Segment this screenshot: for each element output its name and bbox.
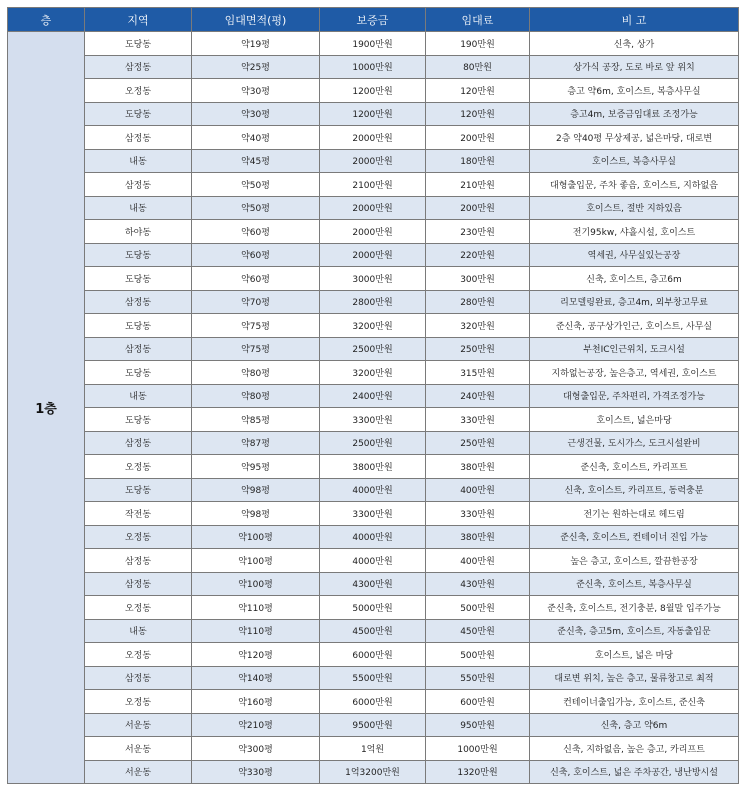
rent-cell: 80만원 [426,55,530,79]
rent-cell: 380만원 [426,455,530,479]
deposit-cell: 2100만원 [320,173,426,197]
area-cell: 약110평 [192,619,320,643]
rent-cell: 280만원 [426,290,530,314]
table-row [8,173,739,197]
deposit-cell: 2500만원 [320,431,426,455]
rent-cell: 240만원 [426,384,530,408]
remarks-cell: 준신축, 호이스트, 컨테이너 진입 가능 [530,525,739,549]
table-row [8,196,739,220]
area-cell: 약100평 [192,572,320,596]
deposit-cell: 3300만원 [320,408,426,432]
remarks-cell: 높은 층고, 호이스트, 깔끔한공장 [530,549,739,573]
region-cell: 서운동 [85,760,192,784]
remarks-cell: 신축, 상가 [530,32,739,56]
region-cell: 삼정동 [85,549,192,573]
table-row [8,126,739,150]
region-cell: 삼정동 [85,126,192,150]
table-row [8,525,739,549]
table-row [8,455,739,479]
area-cell: 약160평 [192,690,320,714]
deposit-cell: 5000만원 [320,596,426,620]
table-row [8,55,739,79]
header-row [8,8,739,32]
remarks-cell: 준신축, 호이스트, 복층사무실 [530,572,739,596]
header-remarks: 비 고 [530,8,739,32]
region-cell: 오정동 [85,690,192,714]
deposit-cell: 4300만원 [320,572,426,596]
region-cell: 내동 [85,619,192,643]
region-cell: 삼정동 [85,290,192,314]
region-cell: 도당동 [85,102,192,126]
remarks-cell: 호이스트, 넓은 마당 [530,643,739,667]
rent-cell: 380만원 [426,525,530,549]
remarks-cell: 지하없는공장, 높은층고, 역세권, 호이스트 [530,361,739,385]
remarks-cell: 층고4m, 보증금임대료 조정가능 [530,102,739,126]
area-cell: 약60평 [192,267,320,291]
region-cell: 도당동 [85,478,192,502]
remarks-cell: 호이스트, 복층사무실 [530,149,739,173]
deposit-cell: 1200만원 [320,102,426,126]
deposit-cell: 4500만원 [320,619,426,643]
rent-cell: 320만원 [426,314,530,338]
table-row [8,149,739,173]
table-row [8,220,739,244]
area-cell: 약75평 [192,337,320,361]
area-cell: 약45평 [192,149,320,173]
area-cell: 약40평 [192,126,320,150]
area-cell: 약100평 [192,525,320,549]
area-cell: 약87평 [192,431,320,455]
table-body [8,32,739,784]
area-cell: 약95평 [192,455,320,479]
header-deposit: 보증금 [320,8,426,32]
remarks-cell: 호이스트, 절반 지하있음 [530,196,739,220]
rent-cell: 1000만원 [426,737,530,761]
rent-cell: 600만원 [426,690,530,714]
region-cell: 도당동 [85,267,192,291]
area-cell: 약210평 [192,713,320,737]
remarks-cell: 부천IC인근위치, 도크시설 [530,337,739,361]
remarks-cell: 전기95kw, 샤흘시설, 호이스트 [530,220,739,244]
area-cell: 약110평 [192,596,320,620]
header-rent: 임대료 [426,8,530,32]
remarks-cell: 대형출입문, 주차편리, 가격조정가능 [530,384,739,408]
area-cell: 약85평 [192,408,320,432]
table-row [8,596,739,620]
remarks-cell: 신축, 호이스트, 카리프트, 동력충분 [530,478,739,502]
rent-cell: 500만원 [426,643,530,667]
area-cell: 약80평 [192,384,320,408]
table-row [8,713,739,737]
remarks-cell: 2층 약40평 무상제공, 넓은마당, 대로변 [530,126,739,150]
region-cell: 삼정동 [85,173,192,197]
remarks-cell: 준신축, 층고5m, 호이스트, 자동출입문 [530,619,739,643]
rent-cell: 950만원 [426,713,530,737]
deposit-cell: 3000만원 [320,267,426,291]
deposit-cell: 1200만원 [320,79,426,103]
region-cell: 오정동 [85,643,192,667]
area-cell: 약30평 [192,79,320,103]
remarks-cell: 대형출입문, 주차 좋음, 호이스트, 지하없음 [530,173,739,197]
remarks-cell: 근생건물, 도시가스, 도크시설완비 [530,431,739,455]
table-row [8,431,739,455]
rent-cell: 330만원 [426,408,530,432]
deposit-cell: 2800만원 [320,290,426,314]
table-row [8,408,739,432]
remarks-cell: 리모델링완료, 층고4m, 외부창고무료 [530,290,739,314]
rent-cell: 120만원 [426,79,530,103]
deposit-cell: 5500만원 [320,666,426,690]
region-cell: 서운동 [85,713,192,737]
table-row [8,361,739,385]
region-cell: 삼정동 [85,572,192,596]
rent-cell: 330만원 [426,502,530,526]
rent-cell: 190만원 [426,32,530,56]
table-row [8,290,739,314]
deposit-cell: 2000만원 [320,196,426,220]
region-cell: 내동 [85,149,192,173]
region-cell: 도당동 [85,243,192,267]
deposit-cell: 1억원 [320,737,426,761]
area-cell: 약60평 [192,220,320,244]
rent-cell: 230만원 [426,220,530,244]
region-cell: 내동 [85,384,192,408]
area-cell: 약80평 [192,361,320,385]
factory-listing-table [7,7,739,784]
remarks-cell: 신축, 호이스트, 층고6m [530,267,739,291]
deposit-cell: 2500만원 [320,337,426,361]
area-cell: 약120평 [192,643,320,667]
remarks-cell: 호이스트, 넓은마당 [530,408,739,432]
table-row [8,267,739,291]
deposit-cell: 3200만원 [320,361,426,385]
area-cell: 약75평 [192,314,320,338]
rent-cell: 1320만원 [426,760,530,784]
rent-cell: 300만원 [426,267,530,291]
deposit-cell: 2000만원 [320,243,426,267]
remarks-cell: 전기는 원하는대로 헤드림 [530,502,739,526]
area-cell: 약100평 [192,549,320,573]
area-cell: 약98평 [192,478,320,502]
table-row [8,79,739,103]
deposit-cell: 2000만원 [320,220,426,244]
region-cell: 삼정동 [85,55,192,79]
rent-cell: 315만원 [426,361,530,385]
deposit-cell: 6000만원 [320,690,426,714]
region-cell: 도당동 [85,314,192,338]
remarks-cell: 컨테이너출입가능, 호이스트, 준신축 [530,690,739,714]
remarks-cell: 준신축, 호이스트, 전기충분, 8월말 입주가능 [530,596,739,620]
region-cell: 작전동 [85,502,192,526]
remarks-cell: 준신축, 공구상가인근, 호이스트, 사무실 [530,314,739,338]
remarks-cell: 대로변 위치, 높은 층고, 물류창고로 최적 [530,666,739,690]
table-row [8,619,739,643]
deposit-cell: 4000만원 [320,478,426,502]
header-floor: 층 [8,8,85,32]
deposit-cell: 2000만원 [320,149,426,173]
region-cell: 내동 [85,196,192,220]
deposit-cell: 1900만원 [320,32,426,56]
table-row [8,666,739,690]
region-cell: 도당동 [85,32,192,56]
rent-cell: 120만원 [426,102,530,126]
floor-cell: 1층 [8,32,85,784]
table-row [8,337,739,361]
area-cell: 약60평 [192,243,320,267]
table-row [8,384,739,408]
region-cell: 삼정동 [85,431,192,455]
area-cell: 약30평 [192,102,320,126]
deposit-cell: 2400만원 [320,384,426,408]
remarks-cell: 신축, 호이스트, 넓은 주차공간, 냉난방시설 [530,760,739,784]
rent-cell: 500만원 [426,596,530,620]
rent-cell: 450만원 [426,619,530,643]
header-region: 지역 [85,8,192,32]
remarks-cell: 신축, 지하없음, 높은 층고, 카리프트 [530,737,739,761]
region-cell: 서운동 [85,737,192,761]
rent-cell: 180만원 [426,149,530,173]
rent-cell: 220만원 [426,243,530,267]
region-cell: 삼정동 [85,666,192,690]
deposit-cell: 4000만원 [320,525,426,549]
remarks-cell: 상가식 공장, 도로 바로 앞 위치 [530,55,739,79]
table-row [8,502,739,526]
table-row [8,314,739,338]
area-cell: 약140평 [192,666,320,690]
deposit-cell: 1억3200만원 [320,760,426,784]
area-cell: 약50평 [192,173,320,197]
rent-cell: 250만원 [426,431,530,455]
deposit-cell: 3800만원 [320,455,426,479]
table-row [8,243,739,267]
deposit-cell: 1000만원 [320,55,426,79]
table-row [8,32,739,56]
deposit-cell: 3300만원 [320,502,426,526]
rent-cell: 200만원 [426,126,530,150]
table-row [8,643,739,667]
rent-cell: 400만원 [426,549,530,573]
rent-cell: 430만원 [426,572,530,596]
table-row [8,690,739,714]
remarks-cell: 층고 약6m, 호이스트, 복층사무실 [530,79,739,103]
table-row [8,102,739,126]
area-cell: 약19평 [192,32,320,56]
region-cell: 오정동 [85,79,192,103]
deposit-cell: 6000만원 [320,643,426,667]
region-cell: 하야동 [85,220,192,244]
area-cell: 약300평 [192,737,320,761]
area-cell: 약98평 [192,502,320,526]
rent-cell: 250만원 [426,337,530,361]
table-row [8,478,739,502]
remarks-cell: 역세권, 사무실있는공장 [530,243,739,267]
deposit-cell: 4000만원 [320,549,426,573]
remarks-cell: 신축, 층고 약6m [530,713,739,737]
region-cell: 오정동 [85,525,192,549]
table-row [8,549,739,573]
table-row [8,760,739,784]
rent-cell: 210만원 [426,173,530,197]
remarks-cell: 준신축, 호이스트, 카리프트 [530,455,739,479]
area-cell: 약25평 [192,55,320,79]
region-cell: 도당동 [85,408,192,432]
area-cell: 약330평 [192,760,320,784]
rent-cell: 200만원 [426,196,530,220]
rent-cell: 400만원 [426,478,530,502]
deposit-cell: 3200만원 [320,314,426,338]
area-cell: 약50평 [192,196,320,220]
deposit-cell: 9500만원 [320,713,426,737]
header-area: 임대면적(평) [192,8,320,32]
region-cell: 오정동 [85,455,192,479]
region-cell: 도당동 [85,361,192,385]
table-row [8,572,739,596]
region-cell: 삼정동 [85,337,192,361]
listing-table-container [7,7,739,784]
area-cell: 약70평 [192,290,320,314]
table-row [8,737,739,761]
deposit-cell: 2000만원 [320,126,426,150]
rent-cell: 550만원 [426,666,530,690]
region-cell: 오정동 [85,596,192,620]
